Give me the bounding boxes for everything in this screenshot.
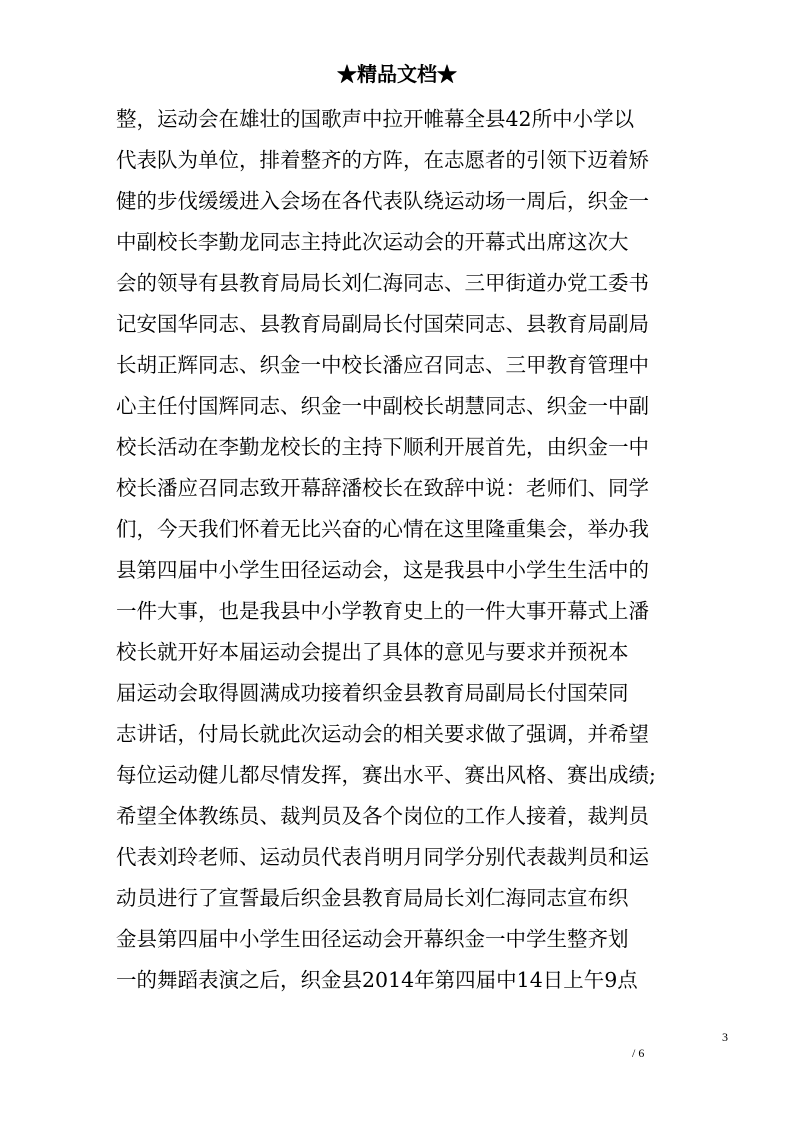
document-header-title: ★精品文档★ — [337, 62, 457, 86]
body-line-3: 健的步伐缓缓进入会场在各代表队绕运动场一周后，织金一 — [116, 189, 649, 213]
body-line-12: 县第四届中小学生田径运动会，这是我县中小学生生活中的 — [116, 558, 649, 582]
body-line-2: 代表队为单位，排着整齐的方阵，在志愿者的引领下迈着矫 — [116, 148, 649, 172]
body-line-8: 心主任付国辉同志、织金一中副校长胡慧同志、织金一中副 — [116, 394, 649, 418]
body-line-18: 希望全体教练员、裁判员及各个岗位的工作人接着，裁判员 — [116, 804, 649, 828]
body-line-19: 代表刘玲老师、运动员代表肖明月同学分别代表裁判员和运 — [116, 845, 649, 869]
body-line-7: 长胡正辉同志、织金一中校长潘应召同志、三甲教育管理中 — [116, 353, 649, 377]
body-line-15: 届运动会取得圆满成功接着织金县教育局副局长付国荣同 — [116, 681, 629, 705]
body-line-11: 们，今天我们怀着无比兴奋的心情在这里隆重集会，举办我 — [116, 517, 649, 541]
body-line-14: 校长就开好本届运动会提出了具体的意见与要求并预祝本 — [116, 640, 629, 664]
body-line-4: 中副校长李勤龙同志主持此次运动会的开幕式出席这次大 — [116, 230, 629, 254]
body-line-16: 志讲话，付局长就此次运动会的相关要求做了强调，并希望 — [116, 722, 649, 746]
body-line-5: 会的领导有县教育局局长刘仁海同志、三甲街道办党工委书 — [116, 271, 649, 295]
body-line-1: 整，运动会在雄壮的国歌声中拉开帷幕全县42所中小学以 — [116, 107, 635, 131]
body-line-21: 金县第四届中小学生田径运动会开幕织金一中学生整齐划 — [116, 927, 629, 951]
body-line-20: 动员进行了宣誓最后织金县教育局局长刘仁海同志宣布织 — [116, 886, 629, 910]
body-line-17: 每位运动健儿都尽情发挥，赛出水平、赛出风格、赛出成绩; — [116, 763, 656, 787]
body-line-6: 记安国华同志、县教育局副局长付国荣同志、县教育局副局 — [116, 312, 649, 336]
body-line-13: 一件大事，也是我县中小学教育史上的一件大事开幕式上潘 — [116, 599, 649, 623]
body-line-10: 校长潘应召同志致开幕辞潘校长在致辞中说：老师们、同学 — [116, 476, 649, 500]
page-total: / 6 — [632, 1046, 645, 1060]
body-line-22: 一的舞蹈表演之后，织金县2014年第四届中14日上午9点 — [116, 968, 638, 992]
document-body — [116, 99, 686, 1001]
body-line-9: 校长活动在李勤龙校长的主持下顺利开展首先，由织金一中 — [116, 435, 649, 459]
page-number: 3 — [722, 1030, 728, 1044]
